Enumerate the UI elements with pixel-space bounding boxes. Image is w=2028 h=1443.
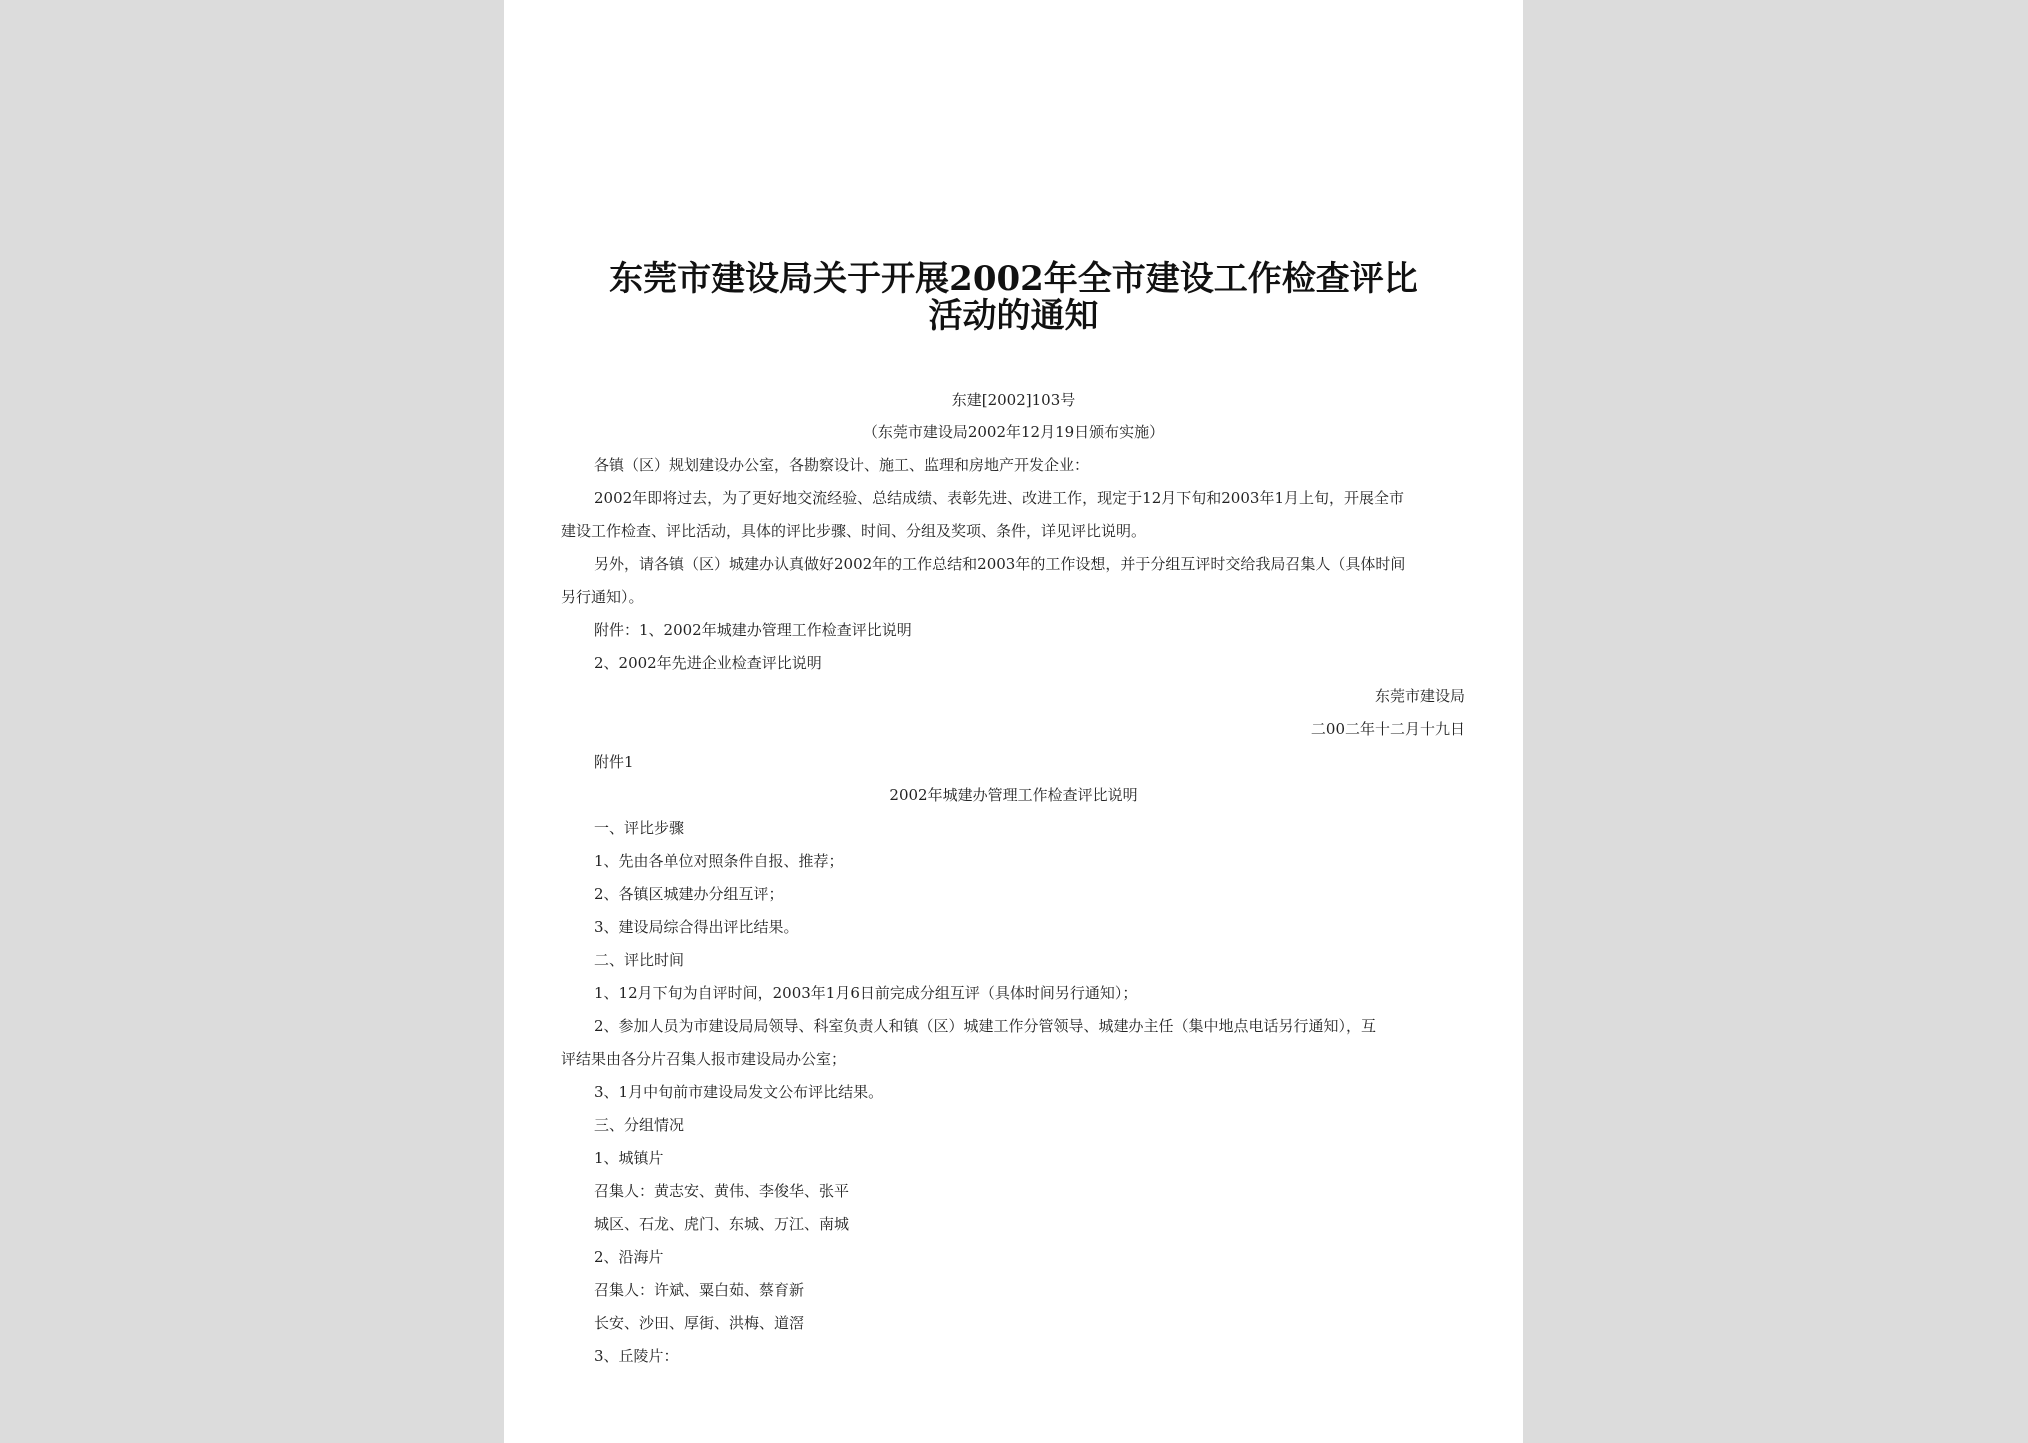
document-title-line2: 活动的通知 bbox=[928, 296, 1099, 336]
addressee: 各镇（区）规划建设办公室，各勘察设计、施工、监理和房地产开发企业： bbox=[594, 456, 1090, 474]
issued-note: （东莞市建设局2002年12月19日颁布实施） bbox=[862, 423, 1165, 441]
group-1-conveners: 召集人：黄志安、黄伟、李俊华、张平 bbox=[594, 1182, 850, 1200]
attachment-2: 2、2002年先进企业检查评比说明 bbox=[594, 654, 822, 672]
annex-label: 附件1 bbox=[594, 753, 634, 771]
document-number: 东建[2002]103号 bbox=[951, 391, 1076, 409]
section-2-item-1: 1、12月下旬为自评时间，2003年1月6日前完成分组互评（具体时间另行通知）； bbox=[594, 984, 1138, 1002]
section-1-item-2: 2、各镇区城建办分组互评； bbox=[594, 885, 784, 903]
document-page bbox=[504, 0, 1523, 1443]
group-3-name: 3、丘陵片： bbox=[594, 1347, 679, 1365]
section-2-item-2-line-1: 2、参加人员为市建设局局领导、科室负责人和镇（区）城建工作分管领导、城建办主任（集中地点电话另行通知），互 bbox=[594, 1017, 1377, 1035]
group-2-name: 2、沿海片 bbox=[594, 1248, 664, 1266]
section-2-item-2-line-2: 评结果由各分片召集人报市建设局办公室； bbox=[561, 1050, 847, 1068]
group-2-conveners: 召集人：许斌、粟白茹、蔡育新 bbox=[594, 1281, 805, 1299]
attachment-1: 附件：1、2002年城建办管理工作检查评比说明 bbox=[594, 621, 912, 639]
section-1-item-3: 3、建设局综合得出评比结果。 bbox=[594, 918, 799, 936]
document-title-line1: 东莞市建设局关于开展2002年全市建设工作检查评比 bbox=[609, 259, 1418, 299]
section-2-heading: 二、评比时间 bbox=[594, 951, 685, 969]
section-1-item-1: 1、先由各单位对照条件自报、推荐； bbox=[594, 852, 844, 870]
section-2-item-3: 3、1月中旬前市建设局发文公布评比结果。 bbox=[594, 1083, 884, 1101]
group-1-members: 城区、石龙、虎门、东城、万江、南城 bbox=[594, 1215, 850, 1233]
section-1-heading: 一、评比步骤 bbox=[594, 819, 685, 837]
group-2-members: 长安、沙田、厚街、洪梅、道滘 bbox=[594, 1314, 805, 1332]
group-1-name: 1、城镇片 bbox=[594, 1149, 664, 1167]
paragraph-2-line-1: 另外，请各镇（区）城建办认真做好2002年的工作总结和2003年的工作设想，并于分组互评时交给我局召集人（具体时间 bbox=[594, 555, 1406, 573]
section-3-heading: 三、分组情况 bbox=[594, 1116, 685, 1134]
annex-title: 2002年城建办管理工作检查评比说明 bbox=[889, 786, 1138, 804]
paragraph-1-line-2: 建设工作检查、评比活动，具体的评比步骤、时间、分组及奖项、条件，详见评比说明。 bbox=[561, 522, 1147, 540]
paragraph-2-line-2: 另行通知）。 bbox=[561, 588, 644, 606]
paragraph-1-line-1: 2002年即将过去，为了更好地交流经验、总结成绩、表彰先进、改进工作，现定于12月下旬和2003年1月上旬，开展全市 bbox=[594, 489, 1404, 507]
issue-date: 二00二年十二月十九日 bbox=[1310, 720, 1465, 738]
signature: 东莞市建设局 bbox=[1374, 687, 1465, 705]
